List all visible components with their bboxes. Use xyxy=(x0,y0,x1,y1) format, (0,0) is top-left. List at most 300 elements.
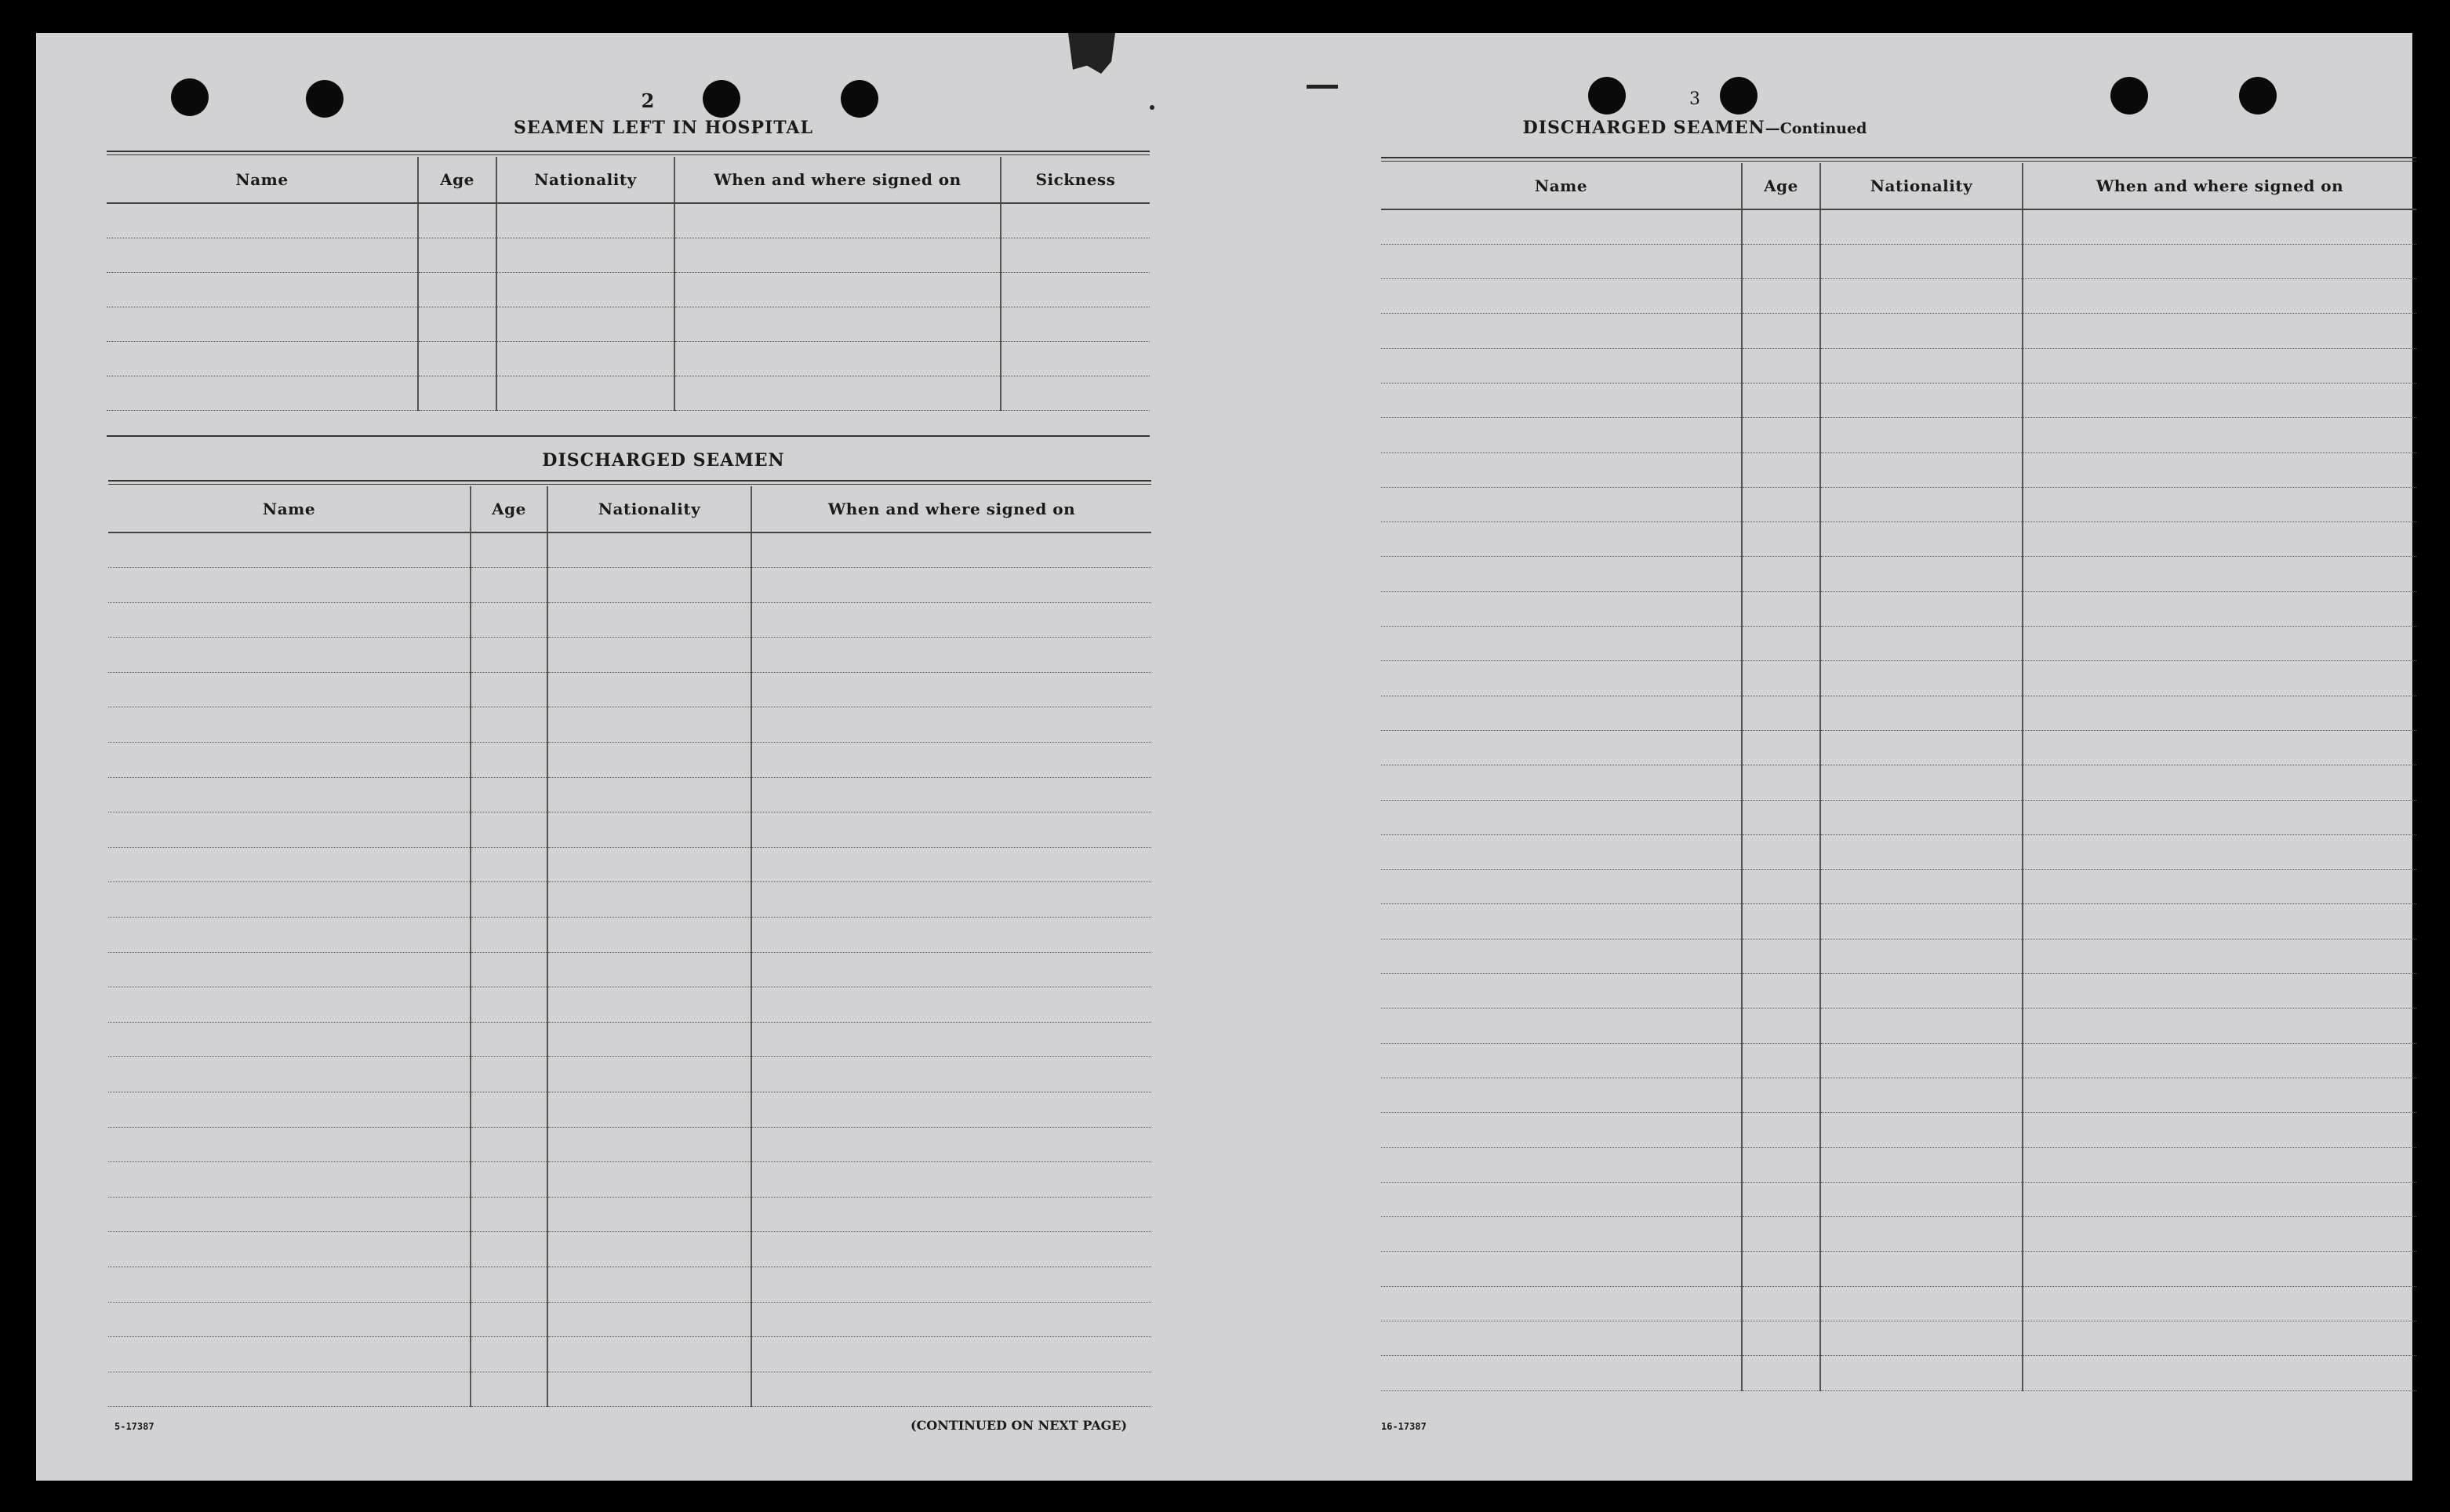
blank-entry-cell[interactable] xyxy=(1381,1252,1742,1286)
blank-entry-cell[interactable] xyxy=(1381,383,1742,417)
blank-entry-cell[interactable] xyxy=(108,777,471,812)
blank-entry-cell[interactable] xyxy=(471,1337,547,1372)
blank-entry-cell[interactable] xyxy=(1381,557,1742,591)
blank-entry-cell[interactable] xyxy=(471,1022,547,1057)
blank-entry-cell[interactable] xyxy=(2023,730,2416,765)
blank-entry-cell[interactable] xyxy=(547,568,751,603)
table-row xyxy=(1381,1182,2416,1216)
discharged-continued-title xyxy=(1491,118,1899,138)
table-row xyxy=(108,1022,1151,1057)
blank-entry-cell[interactable] xyxy=(107,238,418,272)
blank-entry-cell[interactable] xyxy=(751,1337,1151,1372)
blank-entry-cell[interactable] xyxy=(1820,834,2023,869)
blank-entry-cell[interactable] xyxy=(108,882,471,918)
blank-entry-cell[interactable] xyxy=(1820,1217,2023,1252)
blank-entry-cell[interactable] xyxy=(1742,696,1820,730)
blank-entry-cell[interactable] xyxy=(1820,1043,2023,1078)
blank-entry-cell[interactable] xyxy=(751,777,1151,812)
blank-entry-cell[interactable] xyxy=(1381,314,1742,348)
blank-entry-cell[interactable] xyxy=(2023,939,2416,973)
blank-entry-cell[interactable] xyxy=(2023,1356,2416,1390)
table-row xyxy=(108,1302,1151,1337)
blank-entry-cell[interactable] xyxy=(2023,870,2416,904)
blank-entry-cell[interactable] xyxy=(1381,1147,1742,1182)
blank-entry-cell[interactable] xyxy=(1001,238,1150,272)
blank-entry-cell[interactable] xyxy=(471,1372,547,1407)
blank-entry-cell[interactable] xyxy=(1820,800,2023,834)
blank-entry-cell[interactable] xyxy=(1381,939,1742,973)
blank-entry-cell[interactable] xyxy=(108,1057,471,1092)
blank-entry-cell[interactable] xyxy=(1742,627,1820,661)
blank-entry-cell[interactable] xyxy=(1820,1113,2023,1147)
hospital-table xyxy=(107,157,1150,411)
blank-entry-cell[interactable] xyxy=(108,1267,471,1302)
blank-entry-cell[interactable] xyxy=(1820,348,2023,383)
blank-entry-cell[interactable] xyxy=(108,743,471,778)
blank-entry-cell[interactable] xyxy=(547,1232,751,1267)
table-row xyxy=(1381,1321,2416,1356)
blank-entry-cell[interactable] xyxy=(107,341,418,376)
column-header: When and where signed on xyxy=(2023,163,2416,209)
table-row xyxy=(1381,1147,2416,1182)
blank-entry-cell[interactable] xyxy=(471,918,547,953)
blank-entry-cell[interactable] xyxy=(1820,1356,2023,1390)
blank-entry-cell[interactable] xyxy=(418,376,496,410)
blank-entry-cell[interactable] xyxy=(2023,314,2416,348)
blank-entry-cell[interactable] xyxy=(2023,1043,2416,1078)
blank-entry-cell[interactable] xyxy=(751,568,1151,603)
blank-entry-cell[interactable] xyxy=(1381,1286,1742,1321)
ink-speck xyxy=(1150,105,1154,110)
blank-entry-cell[interactable] xyxy=(1381,209,1742,244)
blank-entry-cell[interactable] xyxy=(547,1372,751,1407)
blank-entry-cell[interactable] xyxy=(1820,1182,2023,1216)
blank-entry-cell[interactable] xyxy=(1381,974,1742,1009)
blank-entry-cell[interactable] xyxy=(1742,591,1820,626)
blank-entry-cell[interactable] xyxy=(2023,1009,2416,1043)
blank-entry-cell[interactable] xyxy=(1742,765,1820,800)
blank-entry-cell[interactable] xyxy=(1381,661,1742,696)
blank-entry-cell[interactable] xyxy=(1742,557,1820,591)
blank-entry-cell[interactable] xyxy=(471,743,547,778)
blank-entry-cell[interactable] xyxy=(1820,765,2023,800)
blank-entry-cell[interactable] xyxy=(1742,453,1820,487)
blank-entry-cell[interactable] xyxy=(496,307,674,341)
table-row xyxy=(1381,557,2416,591)
table-row xyxy=(108,638,1151,673)
blank-entry-cell[interactable] xyxy=(1742,1078,1820,1112)
blank-entry-cell[interactable] xyxy=(1381,765,1742,800)
table-row xyxy=(1381,627,2416,661)
blank-entry-cell[interactable] xyxy=(471,532,547,568)
blank-entry-cell[interactable] xyxy=(471,672,547,707)
column-header: When and where signed on xyxy=(751,486,1151,532)
blank-entry-cell[interactable] xyxy=(751,532,1151,568)
blank-entry-cell[interactable] xyxy=(2023,1217,2416,1252)
blank-entry-cell[interactable] xyxy=(108,707,471,743)
punch-hole xyxy=(171,78,209,116)
blank-entry-cell[interactable] xyxy=(1381,244,1742,278)
blank-entry-cell[interactable] xyxy=(1381,1078,1742,1112)
blank-entry-cell[interactable] xyxy=(471,1197,547,1232)
blank-entry-cell[interactable] xyxy=(751,882,1151,918)
blank-entry-cell[interactable] xyxy=(418,238,496,272)
blank-entry-cell[interactable] xyxy=(2023,1286,2416,1321)
blank-entry-cell[interactable] xyxy=(471,1127,547,1162)
blank-entry-cell[interactable] xyxy=(107,203,418,238)
blank-entry-cell[interactable] xyxy=(1742,1321,1820,1356)
blank-entry-cell[interactable] xyxy=(2023,904,2416,939)
blank-entry-cell[interactable] xyxy=(1001,376,1150,410)
blank-entry-cell[interactable] xyxy=(1820,1321,2023,1356)
blank-entry-cell[interactable] xyxy=(1742,1009,1820,1043)
blank-entry-cell[interactable] xyxy=(751,1057,1151,1092)
blank-entry-cell[interactable] xyxy=(674,238,1001,272)
blank-entry-cell[interactable] xyxy=(2023,1321,2416,1356)
blank-entry-cell[interactable] xyxy=(1381,591,1742,626)
blank-entry-cell[interactable] xyxy=(674,272,1001,307)
blank-entry-cell[interactable] xyxy=(471,812,547,848)
blank-entry-cell[interactable] xyxy=(1001,341,1150,376)
blank-entry-cell[interactable] xyxy=(1742,348,1820,383)
blank-entry-cell[interactable] xyxy=(471,1162,547,1198)
table-row xyxy=(1381,800,2416,834)
blank-entry-cell[interactable] xyxy=(1742,661,1820,696)
blank-entry-cell[interactable] xyxy=(1381,487,1742,522)
blank-entry-cell[interactable] xyxy=(751,672,1151,707)
blank-entry-cell[interactable] xyxy=(1820,209,2023,244)
blank-entry-cell[interactable] xyxy=(1820,487,2023,522)
blank-entry-cell[interactable] xyxy=(471,602,547,638)
blank-entry-cell[interactable] xyxy=(108,952,471,987)
blank-entry-cell[interactable] xyxy=(1742,1043,1820,1078)
blank-entry-cell[interactable] xyxy=(1381,418,1742,453)
blank-entry-cell[interactable] xyxy=(2023,661,2416,696)
blank-entry-cell[interactable] xyxy=(1001,272,1150,307)
blank-entry-cell[interactable] xyxy=(674,376,1001,410)
blank-entry-cell[interactable] xyxy=(471,1057,547,1092)
blank-entry-cell[interactable] xyxy=(751,1092,1151,1128)
discharged-section-title: DISCHARGED SEAMEN xyxy=(542,450,785,471)
form-number: 16-17387 xyxy=(1381,1421,1427,1432)
table-row xyxy=(108,1337,1151,1372)
blank-entry-cell[interactable] xyxy=(751,987,1151,1023)
blank-entry-cell[interactable] xyxy=(1381,904,1742,939)
blank-entry-cell[interactable] xyxy=(751,638,1151,673)
blank-entry-cell[interactable] xyxy=(1381,870,1742,904)
blank-entry-cell[interactable] xyxy=(1820,1147,2023,1182)
blank-entry-cell[interactable] xyxy=(1820,730,2023,765)
blank-entry-cell[interactable] xyxy=(496,376,674,410)
blank-entry-cell[interactable] xyxy=(1820,974,2023,1009)
table-row xyxy=(1381,487,2416,522)
blank-entry-cell[interactable] xyxy=(1820,904,2023,939)
blank-entry-cell[interactable] xyxy=(471,1302,547,1337)
blank-entry-cell[interactable] xyxy=(547,707,751,743)
blank-entry-cell[interactable] xyxy=(1001,307,1150,341)
blank-entry-cell[interactable] xyxy=(418,203,496,238)
blank-entry-cell[interactable] xyxy=(547,1127,751,1162)
blank-entry-cell[interactable] xyxy=(2023,834,2416,869)
blank-entry-cell[interactable] xyxy=(547,1302,751,1337)
blank-entry-cell[interactable] xyxy=(471,882,547,918)
blank-entry-cell[interactable] xyxy=(1742,939,1820,973)
blank-entry-cell[interactable] xyxy=(2023,1113,2416,1147)
blank-entry-cell[interactable] xyxy=(1820,279,2023,314)
blank-entry-cell[interactable] xyxy=(547,777,751,812)
blank-entry-cell[interactable] xyxy=(2023,522,2416,557)
blank-entry-cell[interactable] xyxy=(547,638,751,673)
blank-entry-cell[interactable] xyxy=(108,638,471,673)
blank-entry-cell[interactable] xyxy=(547,1057,751,1092)
blank-entry-cell[interactable] xyxy=(1381,1009,1742,1043)
blank-entry-cell[interactable] xyxy=(2023,453,2416,487)
blank-entry-cell[interactable] xyxy=(2023,418,2416,453)
blank-entry-cell[interactable] xyxy=(1742,522,1820,557)
table-body xyxy=(107,203,1150,410)
blank-entry-cell[interactable] xyxy=(1381,453,1742,487)
table-row xyxy=(108,777,1151,812)
blank-entry-cell[interactable] xyxy=(1742,1182,1820,1216)
blank-entry-cell[interactable] xyxy=(547,743,751,778)
blank-entry-cell[interactable] xyxy=(1742,279,1820,314)
blank-entry-cell[interactable] xyxy=(751,1127,1151,1162)
blank-entry-cell[interactable] xyxy=(751,707,1151,743)
table-row xyxy=(108,672,1151,707)
blank-entry-cell[interactable] xyxy=(751,812,1151,848)
blank-entry-cell[interactable] xyxy=(1381,1182,1742,1216)
blank-entry-cell[interactable] xyxy=(1381,279,1742,314)
blank-entry-cell[interactable] xyxy=(418,307,496,341)
blank-entry-cell[interactable] xyxy=(1381,730,1742,765)
blank-entry-cell[interactable] xyxy=(1742,487,1820,522)
table-row xyxy=(1381,1113,2416,1147)
blank-entry-cell[interactable] xyxy=(2023,1078,2416,1112)
blank-entry-cell[interactable] xyxy=(1742,834,1820,869)
blank-entry-cell[interactable] xyxy=(1742,244,1820,278)
blank-entry-cell[interactable] xyxy=(471,707,547,743)
blank-entry-cell[interactable] xyxy=(1742,418,1820,453)
blank-entry-cell[interactable] xyxy=(496,341,674,376)
blank-entry-cell[interactable] xyxy=(1742,314,1820,348)
blank-entry-cell[interactable] xyxy=(1820,453,2023,487)
blank-entry-cell[interactable] xyxy=(108,918,471,953)
blank-entry-cell[interactable] xyxy=(1381,696,1742,730)
blank-entry-cell[interactable] xyxy=(1820,696,2023,730)
blank-entry-cell[interactable] xyxy=(547,1022,751,1057)
blank-entry-cell[interactable] xyxy=(471,847,547,882)
blank-entry-cell[interactable] xyxy=(108,1337,471,1372)
blank-entry-cell[interactable] xyxy=(108,847,471,882)
blank-entry-cell[interactable] xyxy=(1820,939,2023,973)
blank-entry-cell[interactable] xyxy=(108,532,471,568)
blank-entry-cell[interactable] xyxy=(1820,383,2023,417)
blank-entry-cell[interactable] xyxy=(1820,1286,2023,1321)
table-row xyxy=(108,568,1151,603)
blank-entry-cell[interactable] xyxy=(108,812,471,848)
blank-entry-cell[interactable] xyxy=(2023,244,2416,278)
blank-entry-cell[interactable] xyxy=(1381,522,1742,557)
blank-entry-cell[interactable] xyxy=(1820,557,2023,591)
blank-entry-cell[interactable] xyxy=(547,847,751,882)
blank-entry-cell[interactable] xyxy=(1001,203,1150,238)
blank-entry-cell[interactable] xyxy=(1820,418,2023,453)
blank-entry-cell[interactable] xyxy=(496,272,674,307)
blank-entry-cell[interactable] xyxy=(2023,279,2416,314)
blank-entry-cell[interactable] xyxy=(2023,1252,2416,1286)
blank-entry-cell[interactable] xyxy=(1820,627,2023,661)
blank-entry-cell[interactable] xyxy=(2023,765,2416,800)
blank-entry-cell[interactable] xyxy=(674,341,1001,376)
blank-entry-cell[interactable] xyxy=(1820,1009,2023,1043)
blank-entry-cell[interactable] xyxy=(547,812,751,848)
blank-entry-cell[interactable] xyxy=(1742,870,1820,904)
blank-entry-cell[interactable] xyxy=(108,1302,471,1337)
blank-entry-cell[interactable] xyxy=(471,638,547,673)
column-header: Age xyxy=(1742,163,1820,209)
blank-entry-cell[interactable] xyxy=(1742,1356,1820,1390)
blank-entry-cell[interactable] xyxy=(751,952,1151,987)
blank-entry-cell[interactable] xyxy=(2023,383,2416,417)
blank-entry-cell[interactable] xyxy=(418,272,496,307)
blank-entry-cell[interactable] xyxy=(751,918,1151,953)
blank-entry-cell[interactable] xyxy=(1742,730,1820,765)
blank-entry-cell[interactable] xyxy=(1381,1321,1742,1356)
blank-entry-cell[interactable] xyxy=(547,602,751,638)
blank-entry-cell[interactable] xyxy=(1742,1217,1820,1252)
blank-entry-cell[interactable] xyxy=(751,743,1151,778)
blank-entry-cell[interactable] xyxy=(1381,1217,1742,1252)
blank-entry-cell[interactable] xyxy=(547,532,751,568)
blank-entry-cell[interactable] xyxy=(547,987,751,1023)
blank-entry-cell[interactable] xyxy=(107,307,418,341)
blank-entry-cell[interactable] xyxy=(1742,1147,1820,1182)
blank-entry-cell[interactable] xyxy=(108,1197,471,1232)
blank-entry-cell[interactable] xyxy=(751,1232,1151,1267)
blank-entry-cell[interactable] xyxy=(2023,557,2416,591)
blank-entry-cell[interactable] xyxy=(1742,904,1820,939)
blank-entry-cell[interactable] xyxy=(1742,209,1820,244)
blank-entry-cell[interactable] xyxy=(1742,974,1820,1009)
blank-entry-cell[interactable] xyxy=(1820,244,2023,278)
punch-hole xyxy=(2110,77,2148,114)
blank-entry-cell[interactable] xyxy=(2023,209,2416,244)
blank-entry-cell[interactable] xyxy=(108,602,471,638)
blank-entry-cell[interactable] xyxy=(471,777,547,812)
blank-entry-cell[interactable] xyxy=(751,602,1151,638)
blank-entry-cell[interactable] xyxy=(1820,661,2023,696)
column-header: Nationality xyxy=(547,486,751,532)
table-row xyxy=(108,743,1151,778)
blank-entry-cell[interactable] xyxy=(547,672,751,707)
blank-entry-cell[interactable] xyxy=(547,1267,751,1302)
blank-entry-cell[interactable] xyxy=(108,1022,471,1057)
table-row xyxy=(108,987,1151,1023)
blank-entry-cell[interactable] xyxy=(2023,348,2416,383)
blank-entry-cell[interactable] xyxy=(751,1022,1151,1057)
blank-entry-cell[interactable] xyxy=(108,987,471,1023)
blank-entry-cell[interactable] xyxy=(1381,1113,1742,1147)
blank-entry-cell[interactable] xyxy=(496,238,674,272)
blank-entry-cell[interactable] xyxy=(2023,487,2416,522)
blank-entry-cell[interactable] xyxy=(674,203,1001,238)
blank-entry-cell[interactable] xyxy=(1742,1286,1820,1321)
blank-entry-cell[interactable] xyxy=(471,568,547,603)
blank-entry-cell[interactable] xyxy=(1381,1356,1742,1390)
blank-entry-cell[interactable] xyxy=(2023,974,2416,1009)
table-row xyxy=(1381,1356,2416,1390)
blank-entry-cell[interactable] xyxy=(547,1092,751,1128)
blank-entry-cell[interactable] xyxy=(496,203,674,238)
blank-entry-cell[interactable] xyxy=(2023,591,2416,626)
blank-entry-cell[interactable] xyxy=(418,341,496,376)
blank-entry-cell[interactable] xyxy=(108,568,471,603)
blank-entry-cell[interactable] xyxy=(547,952,751,987)
blank-entry-cell[interactable] xyxy=(471,952,547,987)
blank-entry-cell[interactable] xyxy=(547,882,751,918)
blank-entry-cell[interactable] xyxy=(1742,1252,1820,1286)
blank-entry-cell[interactable] xyxy=(108,1127,471,1162)
blank-entry-cell[interactable] xyxy=(471,1092,547,1128)
blank-entry-cell[interactable] xyxy=(1381,627,1742,661)
blank-entry-cell[interactable] xyxy=(2023,1147,2416,1182)
blank-entry-cell[interactable] xyxy=(2023,696,2416,730)
blank-entry-cell[interactable] xyxy=(751,1162,1151,1198)
blank-entry-cell[interactable] xyxy=(751,1267,1151,1302)
blank-entry-cell[interactable] xyxy=(1381,800,1742,834)
blank-entry-cell[interactable] xyxy=(471,1267,547,1302)
table-row xyxy=(1381,314,2416,348)
blank-entry-cell[interactable] xyxy=(547,1162,751,1198)
blank-entry-cell[interactable] xyxy=(1381,834,1742,869)
blank-entry-cell[interactable] xyxy=(1742,383,1820,417)
blank-entry-cell[interactable] xyxy=(547,918,751,953)
blank-entry-cell[interactable] xyxy=(108,1092,471,1128)
ink-speck xyxy=(1307,85,1338,89)
blank-entry-cell[interactable] xyxy=(1820,1252,2023,1286)
blank-entry-cell[interactable] xyxy=(108,672,471,707)
blank-entry-cell[interactable] xyxy=(1742,1113,1820,1147)
blank-entry-cell[interactable] xyxy=(1820,314,2023,348)
blank-entry-cell[interactable] xyxy=(751,1197,1151,1232)
blank-entry-cell[interactable] xyxy=(2023,800,2416,834)
blank-entry-cell[interactable] xyxy=(471,987,547,1023)
blank-entry-cell[interactable] xyxy=(108,1372,471,1407)
blank-entry-cell[interactable] xyxy=(2023,627,2416,661)
blank-entry-cell[interactable] xyxy=(547,1337,751,1372)
blank-entry-cell[interactable] xyxy=(107,272,418,307)
blank-entry-cell[interactable] xyxy=(1820,1078,2023,1112)
punch-hole xyxy=(1588,77,1626,114)
table-row xyxy=(1381,974,2416,1009)
blank-entry-cell[interactable] xyxy=(751,1372,1151,1407)
blank-entry-cell[interactable] xyxy=(547,1197,751,1232)
blank-entry-cell[interactable] xyxy=(751,847,1151,882)
blank-entry-cell[interactable] xyxy=(108,1162,471,1198)
blank-entry-cell[interactable] xyxy=(1820,522,2023,557)
blank-entry-cell[interactable] xyxy=(1381,348,1742,383)
blank-entry-cell[interactable] xyxy=(1820,870,2023,904)
blank-entry-cell[interactable] xyxy=(674,307,1001,341)
blank-entry-cell[interactable] xyxy=(1820,591,2023,626)
blank-entry-cell[interactable] xyxy=(751,1302,1151,1337)
blank-entry-cell[interactable] xyxy=(2023,1182,2416,1216)
blank-entry-cell[interactable] xyxy=(1742,800,1820,834)
blank-entry-cell[interactable] xyxy=(1381,1043,1742,1078)
blank-entry-cell[interactable] xyxy=(107,376,418,410)
blank-entry-cell[interactable] xyxy=(471,1232,547,1267)
blank-entry-cell[interactable] xyxy=(108,1232,471,1267)
